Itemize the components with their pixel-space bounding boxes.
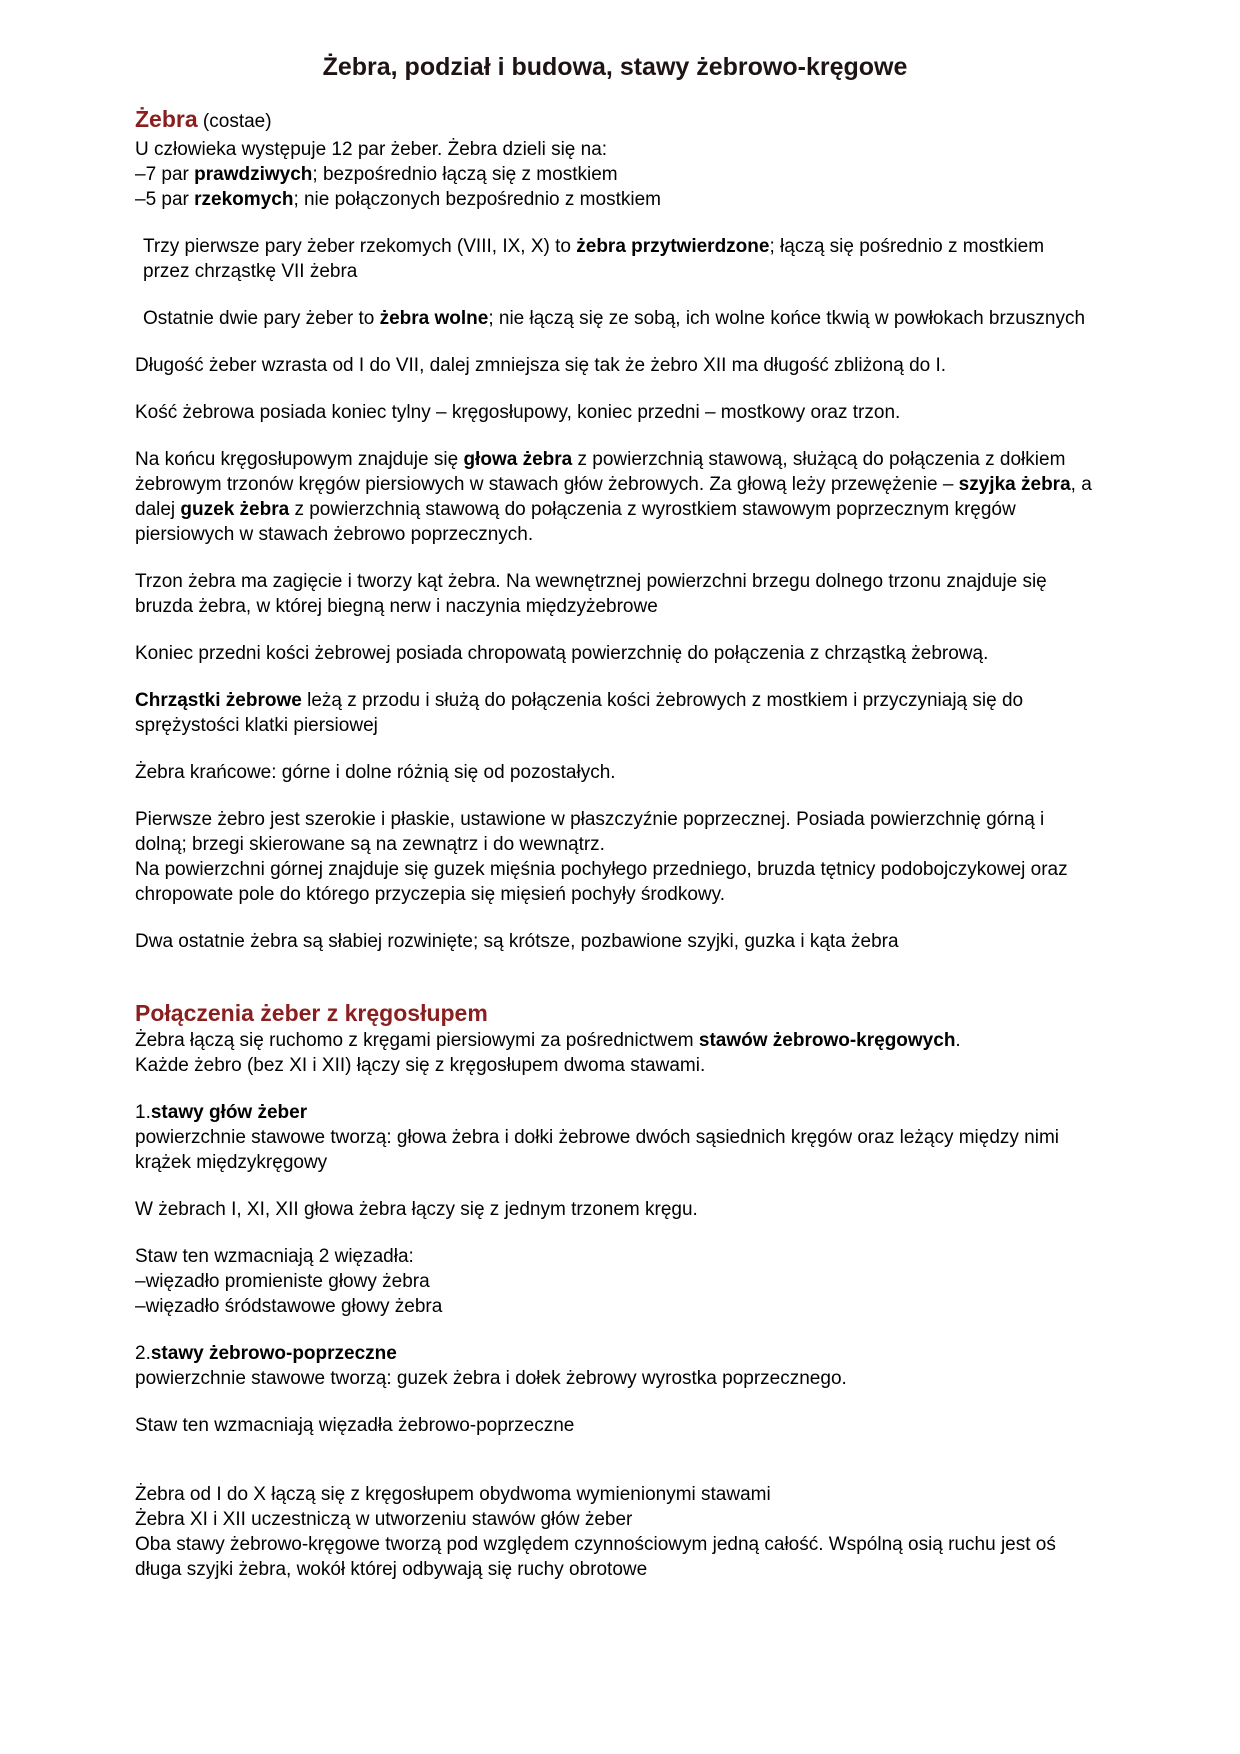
paragraph bbox=[135, 1197, 1095, 1222]
spacer bbox=[135, 738, 1095, 760]
spacer bbox=[135, 785, 1095, 807]
text-run: leżą z przodu i służą do połączenia kości żebrowych z mostkiem i przyczyniają się do sprężystości klatki piersiowej bbox=[135, 690, 1024, 736]
text-run: . bbox=[955, 1030, 961, 1051]
spacer bbox=[135, 1319, 1095, 1341]
spacer bbox=[135, 331, 1095, 353]
section-heading bbox=[135, 104, 1095, 137]
text-run: Staw ten wzmacniają 2 więzadła: bbox=[135, 1246, 414, 1267]
paragraph bbox=[135, 641, 1095, 666]
text-run: W żebrach I, XI, XII głowa żebra łączy się z jednym trzonem kręgu. bbox=[135, 1199, 698, 1220]
text-run: Trzy pierwsze pary żeber rzekomych (VIII, IX, X) to bbox=[143, 236, 577, 257]
text-run: ; nie łączą się ze sobą, ich wolne końce tkwią w powłokach brzusznych bbox=[488, 308, 1086, 329]
text-run: ; nie połączonych bezpośrednio z mostkiem bbox=[293, 189, 661, 210]
text-run: ; bezpośrednio łączą się z mostkiem bbox=[312, 164, 618, 185]
spacer bbox=[135, 1078, 1095, 1100]
paragraph bbox=[135, 1482, 1095, 1507]
paragraph bbox=[135, 929, 1095, 954]
text-run: Połączenia żeber z kręgosłupem bbox=[135, 1000, 488, 1026]
paragraph bbox=[135, 1100, 1095, 1125]
spacer bbox=[135, 212, 1095, 234]
paragraph bbox=[135, 187, 1095, 212]
paragraph bbox=[135, 234, 1095, 284]
spacer bbox=[135, 954, 1095, 998]
text-run: –więzadło promieniste głowy żebra bbox=[135, 1271, 430, 1292]
paragraph bbox=[135, 400, 1095, 425]
text-run: prawdziwych bbox=[194, 164, 313, 185]
text-run: Chrząstki żebrowe bbox=[135, 690, 302, 711]
text-run: stawy żebrowo-poprzeczne bbox=[150, 1343, 397, 1364]
text-run: U człowieka występuje 12 par żeber. Żebra dzieli się na: bbox=[135, 139, 608, 160]
text-run: Ostatnie dwie pary żeber to bbox=[143, 308, 380, 329]
paragraph bbox=[135, 1028, 1095, 1053]
paragraph bbox=[135, 760, 1095, 785]
text-run: Żebra od I do X łączą się z kręgosłupem obydwoma wymienionymi stawami bbox=[135, 1484, 771, 1505]
text-run: Koniec przedni kości żebrowej posiada chropowatą powierzchnię do połączenia z chrząstką żebrową. bbox=[135, 643, 989, 664]
text-run: , a dalej bbox=[135, 474, 1092, 520]
paragraph bbox=[135, 1053, 1095, 1078]
paragraph bbox=[135, 306, 1095, 331]
text-run: żebra wolne bbox=[379, 308, 489, 329]
paragraph bbox=[135, 1294, 1095, 1319]
spacer bbox=[135, 378, 1095, 400]
text-run: z powierzchnią stawową, służącą do połączenia z dołkiem żebrowym trzonów kręgów piersiowych w stawach głów żebrowych. Za głową leży przewężenie – bbox=[135, 449, 1066, 495]
text-run: z powierzchnią stawową do połączenia z wyrostkiem stawowym poprzecznym kręgów piersiowych w stawach żebrowo poprzecznych. bbox=[135, 499, 1016, 545]
text-run: powierzchnie stawowe tworzą: głowa żebra i dołki żebrowe dwóch sąsiednich kręgów oraz leżący między nimi krążek międzykręgowy bbox=[135, 1127, 1060, 1173]
paragraph bbox=[135, 569, 1095, 619]
text-run: stawów żebrowo-kręgowych bbox=[698, 1030, 956, 1051]
text-run: Staw ten wzmacniają więzadła żebrowo-poprzeczne bbox=[135, 1415, 575, 1436]
document-body bbox=[135, 82, 1095, 1582]
paragraph bbox=[135, 1125, 1095, 1175]
paragraph bbox=[135, 447, 1095, 547]
paragraph bbox=[135, 857, 1095, 907]
text-run: Pierwsze żebro jest szerokie i płaskie, ustawione w płaszczyźnie poprzecznej. Posiada powierzchnię górną i dolną; brzegi skierowane są na zewnątrz i do wewnątrz. bbox=[135, 809, 1045, 855]
text-run: 2. bbox=[135, 1343, 151, 1364]
paragraph bbox=[135, 1366, 1095, 1391]
text-run: Żebra krańcowe: górne i dolne różnią się od pozostałych. bbox=[135, 762, 616, 783]
document-title: Żebra, podział i budowa, stawy żebrowo-kręgowe bbox=[322, 53, 908, 81]
text-run: rzekomych bbox=[194, 189, 294, 210]
spacer bbox=[135, 425, 1095, 447]
spacer bbox=[135, 1175, 1095, 1197]
text-run: powierzchnie stawowe tworzą: guzek żebra i dołek żebrowy wyrostka poprzecznego. bbox=[135, 1368, 847, 1389]
paragraph bbox=[135, 1413, 1095, 1438]
text-run: Oba stawy żebrowo-kręgowe tworzą pod względem czynnościowym jedną całość. Wspólną osią ruchu jest oś długa szyjki żebra, wokół której odbywają się ruchy obrotowe bbox=[135, 1534, 1056, 1580]
paragraph bbox=[135, 1269, 1095, 1294]
text-run: Na powierzchni górnej znajduje się guzek mięśnia pochyłego przedniego, bruzda tętnicy podobojczykowej oraz chropowate pole do którego przyczepia się mięsień pochyły środkowy. bbox=[135, 859, 1068, 905]
spacer bbox=[135, 666, 1095, 688]
text-run: –7 par bbox=[135, 164, 195, 185]
text-run: –5 par bbox=[135, 189, 195, 210]
paragraph bbox=[135, 162, 1095, 187]
text-run: żebra przytwierdzone bbox=[576, 236, 770, 257]
text-run: stawy głów żeber bbox=[150, 1102, 308, 1123]
spacer bbox=[135, 907, 1095, 929]
spacer bbox=[135, 1222, 1095, 1244]
spacer bbox=[135, 1438, 1095, 1482]
text-run: głowa żebra bbox=[463, 449, 573, 470]
text-run: Kość żebrowa posiada koniec tylny – kręgosłupowy, koniec przedni – mostkowy oraz trzon. bbox=[135, 402, 901, 423]
text-run: Długość żeber wzrasta od I do VII, dalej zmniejsza się tak że żebro XII ma długość zbliżoną do I. bbox=[135, 355, 947, 376]
text-run: –więzadło śródstawowe głowy żebra bbox=[135, 1296, 443, 1317]
spacer bbox=[135, 284, 1095, 306]
text-run: Dwa ostatnie żebra są słabiej rozwinięte; są krótsze, pozbawione szyjki, guzka i kąta żebra bbox=[135, 931, 899, 952]
paragraph bbox=[135, 1507, 1095, 1532]
paragraph bbox=[135, 807, 1095, 857]
text-run: ; łączą się pośrednio z mostkiem przez chrząstkę VII żebra bbox=[143, 236, 1045, 282]
paragraph bbox=[135, 137, 1095, 162]
text-run: guzek żebra bbox=[180, 499, 290, 520]
paragraph bbox=[135, 353, 1095, 378]
heading-text: Żebra bbox=[135, 106, 198, 132]
text-run: Na końcu kręgosłupowym znajduje się bbox=[135, 449, 464, 470]
text-run: Żebra łączą się ruchomo z kręgami piersiowymi za pośrednictwem bbox=[135, 1030, 699, 1051]
text-run: 1. bbox=[135, 1102, 151, 1123]
spacer bbox=[135, 82, 1095, 104]
text-run: (costae) bbox=[197, 111, 272, 132]
spacer bbox=[135, 1391, 1095, 1413]
text-run: Żebra XI i XII uczestniczą w utworzeniu stawów głów żeber bbox=[135, 1509, 633, 1530]
text-run: Trzon żebra ma zagięcie i tworzy kąt żebra. Na wewnętrznej powierzchni brzegu dolnego trzonu znajduje się bruzda żebra, w której biegną nerw i naczynia międzyżebrowe bbox=[135, 571, 1047, 617]
section-heading bbox=[135, 998, 1095, 1028]
paragraph bbox=[135, 688, 1095, 738]
text-run: Każde żebro (bez XI i XII) łączy się z kręgosłupem dwoma stawami. bbox=[135, 1055, 706, 1076]
spacer bbox=[135, 547, 1095, 569]
spacer bbox=[135, 619, 1095, 641]
paragraph bbox=[135, 1341, 1095, 1366]
text-run: szyjka żebra bbox=[958, 474, 1071, 495]
paragraph bbox=[135, 1532, 1095, 1582]
paragraph bbox=[135, 1244, 1095, 1269]
